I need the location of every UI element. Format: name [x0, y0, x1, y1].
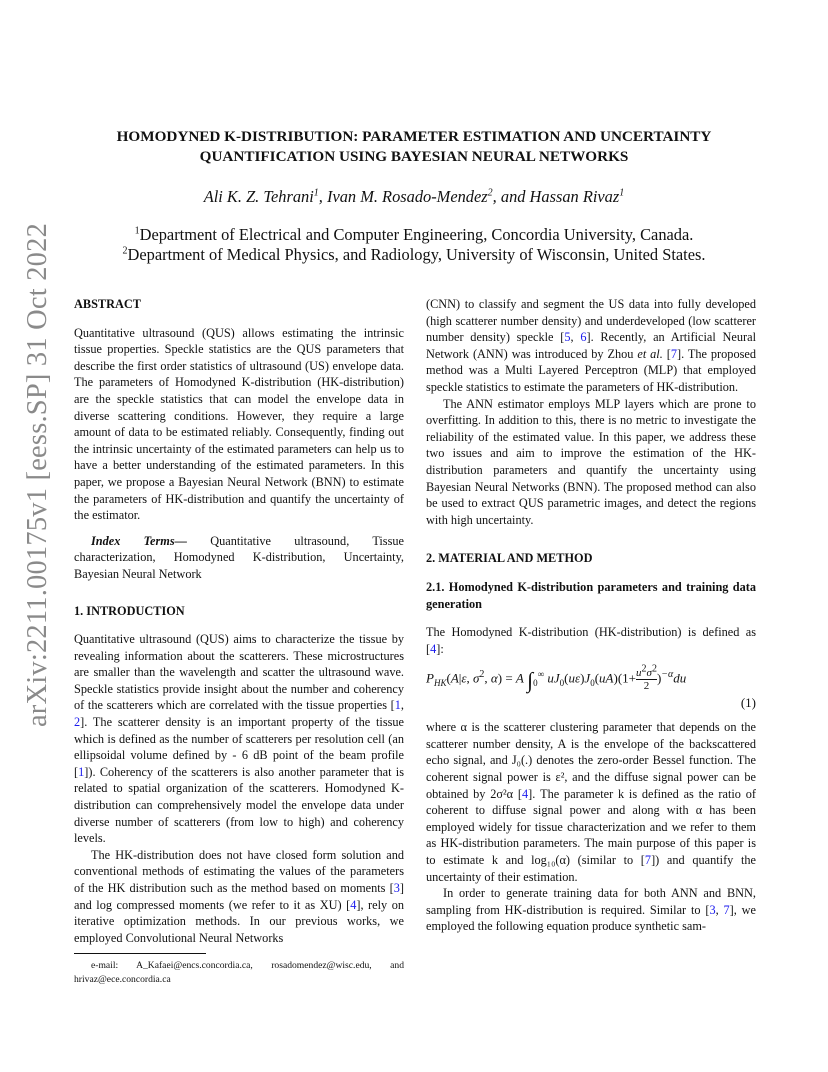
abstract-text: Quantitative ultrasound (QUS) allows estimating the intrinsic tissue properties. Speckle statistics are the QUS parameters that describe the first order statistics of ultrasound (US) envelope data. The parameters of Homodyned K-distribution (HK-distribution) are the speckle statistics that can model the envelope data in diverse scattering conditions. However, they require a large amount of data to be estimated reliably. Consequently, finding out the intrinsic uncertainty of the estimated parameters can help us to have a better understanding of the estimated parameters. In this paper, we propose a Bayesian Neural Network (BNN) to estimate the parameters of HK-distribution and quantify the uncertainty of the estimator. [74, 325, 404, 523]
right-paragraph-5: In order to generate training data for both ANN and BNN, sampling from HK-distribution is required. Similar to [3, 7], we employed the following equation produce synthetic sam- [426, 886, 756, 934]
affiliations [80, 225, 748, 265]
paper-title-line-2: QUANTIFICATION USING BAYESIAN NEURAL NETWORKS [199, 148, 629, 165]
citation-link[interactable]: 3 [393, 881, 400, 895]
citation-link[interactable]: 4 [350, 897, 357, 912]
affiliation-1: $^1$Department of Electrical and Computer Engineering, Concordia University, Canada. [134, 225, 694, 244]
citation-link[interactable]: 2 [74, 715, 81, 730]
index-terms-text: Quantitative ultrasound, Tissue characterization, Homodyned K-distribution, Uncertainty, Bayesian Neural Network [74, 533, 404, 581]
citation-link[interactable]: 4 [430, 641, 437, 656]
affiliation-2: $^2$Department of Medical Physics, and Radiology, University of Wisconsin, United States. [122, 245, 706, 264]
paper-title [80, 127, 748, 167]
subsection-2-1-heading: 2.1. Homodyned K-distribution parameters and training data generation [426, 579, 756, 611]
right-paragraph-2: The ANN estimator employs MLP layers which are prone to overfitting. In addition to this, there is no metric to investigate the reliability of the estimated value. In this paper, we address these two issues and aim to improve the estimation of the HK-distribution parameters and quantify the uncertainty using Bayesian Neural Networks (BNN). The proposed method can also be used to extract QUS parametric images, and detect the regions with high uncertainty. [426, 396, 756, 527]
right-column [426, 296, 756, 935]
citation-link[interactable]: 1 [78, 764, 85, 779]
citation-link[interactable]: 4 [522, 786, 529, 801]
left-column [74, 296, 404, 986]
equation-1-number: (1) [740, 695, 756, 711]
right-paragraph-4: where α is the scatterer clustering parameter that depends on the scatterer number density, A is the envelope of the backscattered echo signal, and J₀(.) denotes the zero-order Bessel function. The coherent signal power is ε², and the diffuse signal power can be obtained by 2σ²α [4]. The parameter k is defined as the ratio of coherent to diffuse signal power and along with α has been employed widely for tissue characterization and we refer to them as HK-distribution parameters. The main purpose of this paper is to estimate k and log₁₀(α) (similar to [7]) and quantify the uncertainty of their estimation. [426, 720, 756, 884]
citation-link[interactable]: 7 [644, 853, 652, 868]
author-list: Ali K. Z. Tehrani$^1$, Ivan M. Rosado-Mendez$^2$, and Hassan Rivaz$^1$ [203, 187, 625, 206]
index-terms [74, 533, 404, 583]
abstract-heading: ABSTRACT [74, 297, 141, 311]
author-2-affil-mark: 2 [487, 187, 493, 199]
arxiv-identifier-watermark [14, 222, 62, 728]
equation-1 [426, 657, 756, 719]
citation-link[interactable]: 6 [580, 330, 587, 345]
author-3-affil-mark: 1 [619, 187, 625, 199]
citation-link[interactable]: 1 [394, 698, 401, 713]
index-terms-label: Index Terms— [91, 533, 187, 548]
citation-link[interactable]: 5 [564, 330, 571, 345]
arxiv-identifier-text: arXiv:2211.00175v1 [eess.SP] 31 Oct 2022 [22, 222, 54, 728]
introduction-heading: 1. INTRODUCTION [74, 603, 185, 618]
intro-paragraph-2: The HK-distribution does not have closed form solution and conventional methods of estimating the values of the parameters of the HK distribution such as the method based on moments [3] and log compressed moments (we refer to it as XU) [4], rely on iterative optimization methods. In our previous works, we employed Convolutional Neural Networks [74, 847, 404, 945]
citation-link[interactable]: 7 [723, 902, 730, 917]
paper-title-line-1: HOMODYNED K-DISTRIBUTION: PARAMETER ESTIMATION AND UNCERTAINTY [116, 128, 712, 145]
author-3: and Hassan Rivaz [500, 187, 620, 206]
author-1: Ali K. Z. Tehrani [203, 187, 314, 206]
intro-paragraph-1: Quantitative ultrasound (QUS) aims to characterize the tissue by revealing information about the scatterers. These microstructures are smaller than the wavelength and scatter the ultrasound wave. Speckle statistics provide insight about the number and coherency of the scatterers which are correlated with the tissue properties [1, 2]. The scatterer density is an important property of the tissue which is defined as the number of scatterers per resolution cell (an ellipsoidal volume defined by - 6 dB point of the beam profile [1]). Coherency of the scatterers is also another parameter that is related to spatial organization of the scatterers. Homodyned K-distribution can comprehensively model the envelope data under diverse number of scatterers (from low to high) and coherency levels. [74, 632, 404, 846]
footnote-email: e-mail: A_Kafaei@encs.concordia.ca, rosadomendez@wisc.edu, and hrivaz@ece.concordia.ca [74, 960, 404, 985]
section-2-heading: 2. MATERIAL AND METHOD [426, 551, 593, 566]
citation-link[interactable]: 3 [709, 902, 716, 917]
author-2: Ivan M. Rosado-Mendez [326, 187, 488, 206]
author-1-affil-mark: 1 [313, 187, 319, 199]
right-paragraph-1: (CNN) to classify and segment the US data into fully developed (high scatterer number density) and underdeveloped (low scatterer number density) speckle [5, 6]. Recently, an Artificial Neural Network (ANN) was introduced by Zhou et al. [7]. The proposed method was a Multi Layered Perceptron (MLP) that employed speckle statistics to estimate the parameters of HK-distribution. [426, 297, 756, 394]
equation-1-body: $P_{HK}(A|\varepsilon$, $\sigma^2$, α) = A $\int_0^\infty$ $uJ_0(u\varepsilon)J_0(uA)(1+$ $\frac{u^2\sigma^2}{2}$ )$^{-\alpha}$du [426, 663, 687, 693]
right-paragraph-3: The Homodyned K-distribution (HK-distribution) is defined as [4]: [426, 625, 756, 656]
citation-link[interactable]: 7 [670, 346, 677, 361]
